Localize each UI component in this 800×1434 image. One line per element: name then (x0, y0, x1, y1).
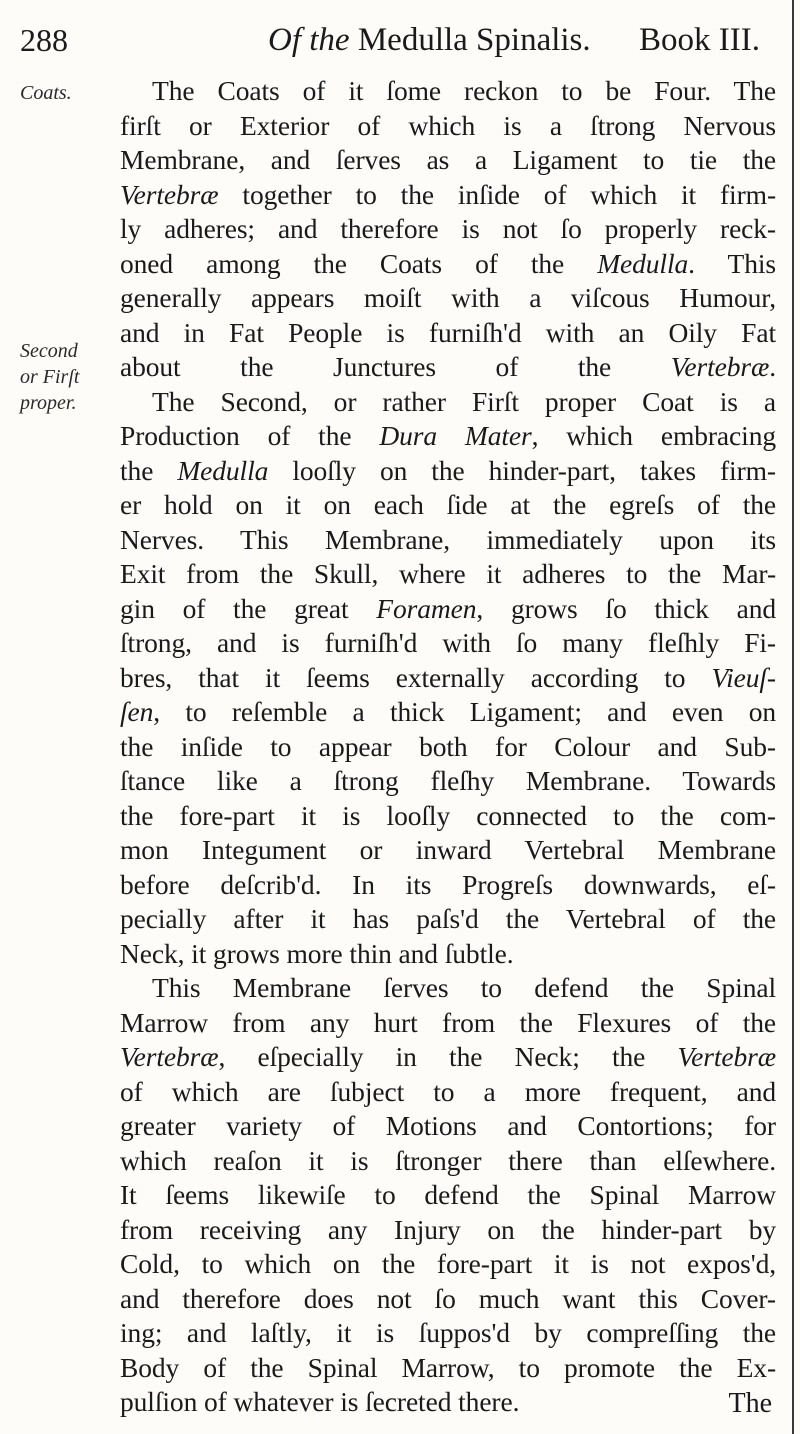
italic-term: Foramen (376, 592, 477, 624)
text-line: Cold, to which on the fore-part it is not expos'd, (120, 1248, 776, 1279)
text-line (120, 454, 776, 489)
body-text (120, 74, 776, 1420)
text-segment: , grows ſo thick and (476, 592, 776, 624)
running-title (268, 22, 591, 59)
book-label: Book III. (639, 22, 760, 58)
text-line: ing; and laſtly, it is ſuppos'd by compreſſing the (120, 1317, 776, 1348)
text-line: greater variety of Motions and Contortions; for (120, 1110, 776, 1141)
text-line: firſt or Exterior of which is a ſtrong Nervous (120, 109, 776, 141)
text-line (120, 592, 776, 627)
text-line: generally appears moiſt with a viſcous Humour, (120, 282, 776, 313)
text-line: of which are ſubject to a more frequent, and (120, 1075, 776, 1107)
margin-note-line: Second (20, 340, 78, 362)
page-edge (792, 0, 794, 1434)
italic-term: Vertebræ (670, 351, 770, 382)
text-line: mon Integument or inward Vertebral Membrane (120, 834, 776, 865)
text-line: the inſide to appear both for Colour and Sub- (120, 730, 776, 762)
catchword: The (728, 1388, 772, 1419)
text-segment: , to reſemble a thick Ligament; and even on (153, 696, 776, 727)
text-line: ſtance like a ſtrong fleſhy Membrane. Towards (120, 765, 776, 796)
running-title-italic: Of the (268, 22, 350, 58)
running-title-roman: Medulla Spinalis. (349, 22, 591, 58)
text-line (120, 695, 776, 730)
text-line (120, 247, 776, 282)
italic-term: Vieuſ- (711, 661, 776, 693)
text-segment: , which embracing (531, 420, 776, 451)
text-line: the fore-part it is looſly connected to the com- (120, 799, 776, 831)
margin-note-line: Coats. (20, 82, 72, 104)
margin-note-second (20, 338, 104, 416)
text-segment: together to the inſide of which it firm- (218, 178, 776, 210)
text-segment: the (120, 454, 178, 486)
italic-term: ſen (120, 696, 154, 727)
text-line: from receiving any Injury on the hinder-part by (120, 1213, 776, 1245)
text-line: pecially after it has paſs'd the Vertebral of the (120, 903, 776, 934)
text-line (120, 178, 776, 213)
text-segment: . (769, 351, 776, 382)
text-line (120, 350, 776, 385)
text-segment: . This (688, 247, 777, 279)
text-segment: bres, that it ſeems externally according to (120, 661, 712, 693)
text-line: Membrane, and ſerves as a Ligament to tie the (120, 144, 776, 175)
text-segment: , eſpecially in the Neck; the (218, 1041, 678, 1072)
text-line: and in Fat People is furniſh'd with an Oily Fat (120, 316, 776, 348)
text-line: Exit from the Skull, where it adheres to the Mar- (120, 558, 776, 589)
text-line: Body of the Spinal Marrow, to promote the Ex- (120, 1351, 776, 1383)
text-line: and therefore does not ſo much want this Cover- (120, 1282, 776, 1314)
italic-term: Vertebræ (677, 1041, 776, 1072)
text-segment: Production of the (120, 420, 380, 451)
text-line: This Membrane ſerves to defend the Spinal (152, 972, 776, 1003)
text-line: Marrow from any hurt from the Flexures of the (120, 1006, 776, 1038)
margin-note-coats (20, 80, 104, 106)
text-line: er hold on it on each ſide at the egreſs of the (120, 489, 776, 520)
running-header (20, 18, 760, 68)
text-line: ſtrong, and is furniſh'd with ſo many fleſhly Fi- (120, 627, 776, 658)
text-line: Neck, it grows more thin and ſubtle. (120, 937, 514, 969)
italic-term: Vertebræ (120, 1041, 219, 1072)
text-segment: oned among the Coats of the (120, 247, 598, 279)
text-segment: gin of the great (120, 592, 377, 624)
italic-term: Medulla (597, 247, 689, 279)
italic-term: Vertebræ (120, 178, 219, 210)
text-line: which reaſon it is ſtronger there than elſewhere. (120, 1144, 776, 1176)
italic-term: Medulla (177, 454, 269, 486)
text-segment: looſly on the hinder-part, takes firm- (268, 454, 776, 486)
text-line: ly adheres; and therefore is not ſo properly reck- (120, 213, 776, 244)
margin-note-line: proper. (20, 392, 77, 414)
text-line: before deſcrib'd. In its Progreſs downwards, eſ- (120, 868, 776, 900)
italic-term: Dura Mater (379, 420, 532, 451)
text-line: pulſion of whatever is ſecreted there. (120, 1386, 520, 1417)
page-number: 288 (20, 22, 68, 58)
text-line (120, 661, 776, 696)
text-line: It ſeems likewiſe to defend the Spinal Marrow (120, 1179, 776, 1210)
text-line (120, 1040, 776, 1075)
text-line (120, 419, 776, 454)
text-line: Nerves. This Membrane, immediately upon its (120, 523, 776, 555)
text-segment: about the Junctures of the (120, 351, 671, 382)
margin-note-line: or Firſt (20, 366, 80, 388)
text-line: The Second, or rather Firſt proper Coat is a (152, 385, 776, 417)
text-line: The Coats of it ſome reckon to be Four. The (152, 75, 776, 106)
